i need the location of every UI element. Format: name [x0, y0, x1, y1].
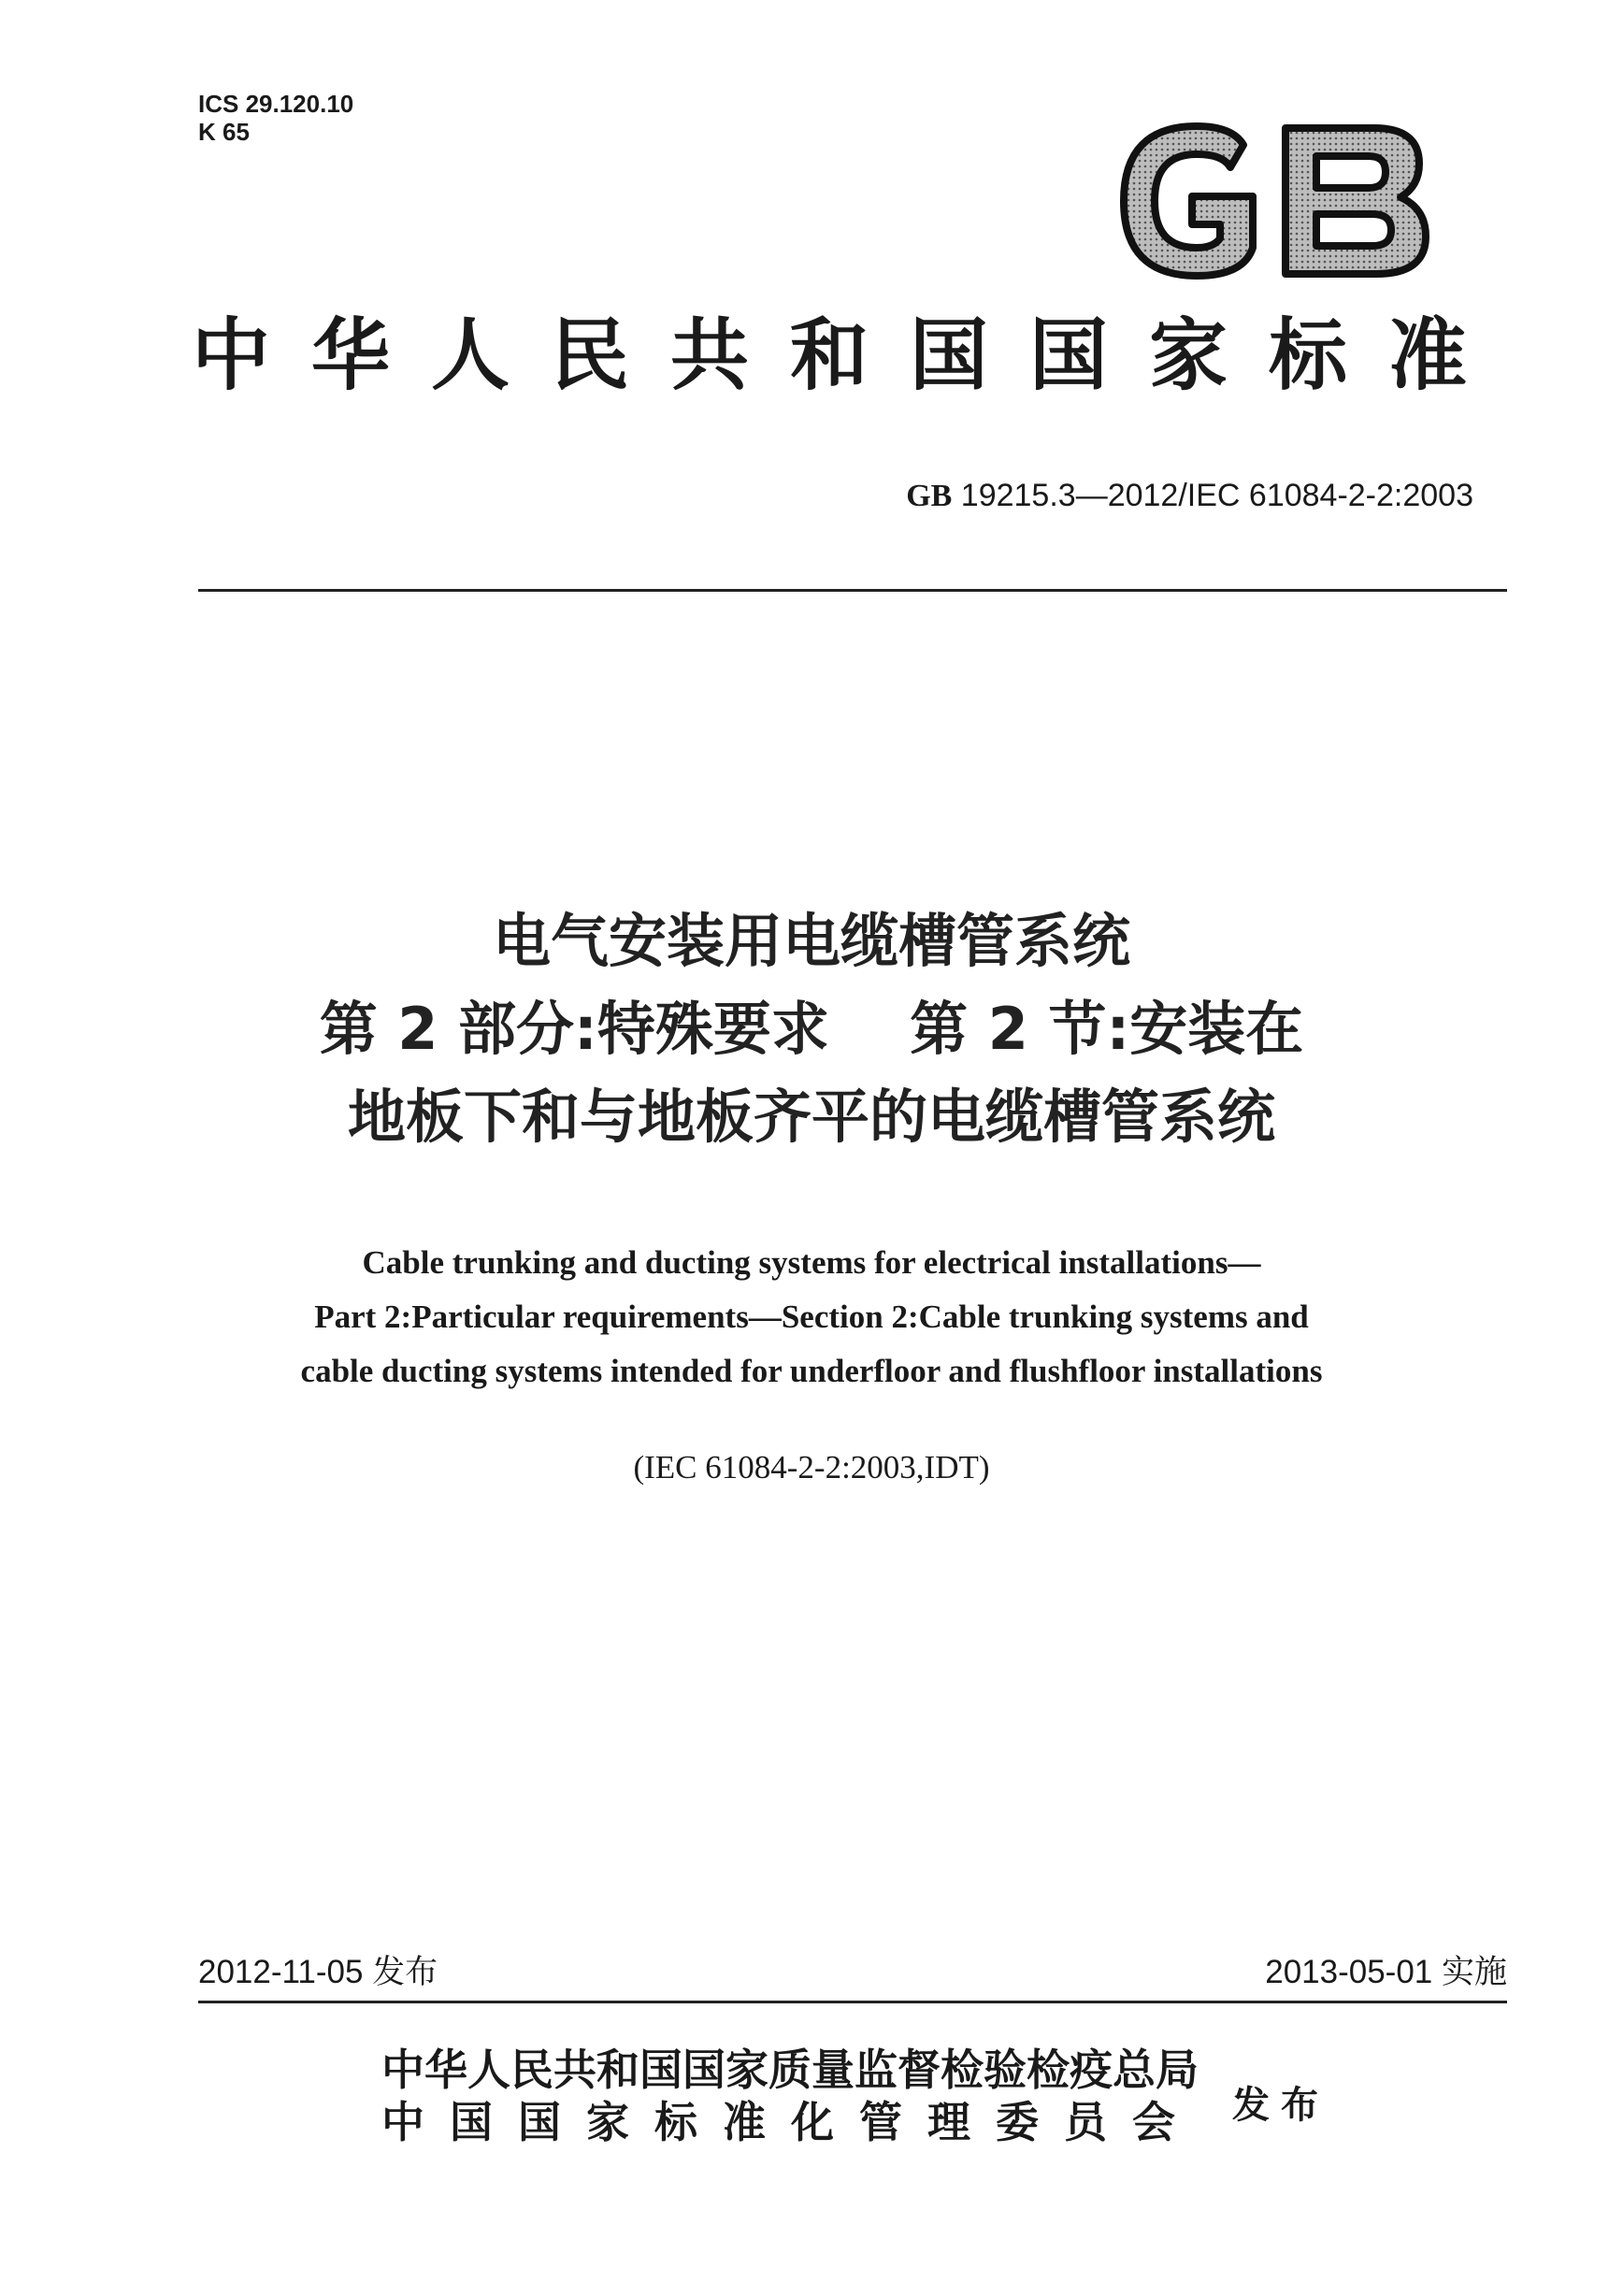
standard-code: 19215.3—2012/IEC 61084-2-2:2003	[960, 478, 1473, 513]
chinese-title-line-1: 电气安装用电缆槽管系统	[492, 907, 1130, 975]
header-divider	[198, 589, 1507, 592]
equivalence-note: (IEC 61084-2-2:2003,IDT)	[633, 1449, 990, 1485]
english-title-line-3: cable ducting systems intended for underfloor and flushfloor installations	[300, 1353, 1323, 1389]
publish-date: 2012-11-05 发布	[198, 1954, 438, 1990]
national-standard-title: 中华人民共和国国家标准	[192, 309, 1509, 401]
standard-prefix: GB	[906, 479, 953, 513]
chinese-title-line-2: 第 2 部分:特殊要求 第 2 节:安装在	[319, 995, 1304, 1063]
standard-number	[906, 477, 1473, 515]
issue-action: 发布	[1232, 2083, 1329, 2127]
ics-code: ICS 29.120.10	[198, 90, 354, 118]
chinese-title-line-3: 地板下和与地板齐平的电缆槽管系统	[347, 1083, 1275, 1151]
chinese-title	[0, 897, 1623, 1161]
issuer-sac: 中国国家标准化管理委员会	[381, 2097, 1200, 2147]
issuing-organizations	[381, 2044, 1200, 2148]
english-title-line-1: Cable trunking and ducting systems for electrical installations—	[362, 1244, 1261, 1281]
classification-codes	[198, 90, 353, 146]
english-title	[0, 1236, 1623, 1399]
implement-date: 2013-05-01 实施	[1265, 1954, 1507, 1990]
footer-divider	[198, 2001, 1507, 2003]
ccs-code: K 65	[198, 118, 250, 146]
gb-logo-icon	[1103, 108, 1440, 294]
english-title-line-2: Part 2:Particular requirements—Section 2:Cable trunking systems and	[314, 1299, 1309, 1335]
issuer-aqsiq: 中华人民共和国国家质量监督检验检疫总局	[381, 2045, 1199, 2095]
